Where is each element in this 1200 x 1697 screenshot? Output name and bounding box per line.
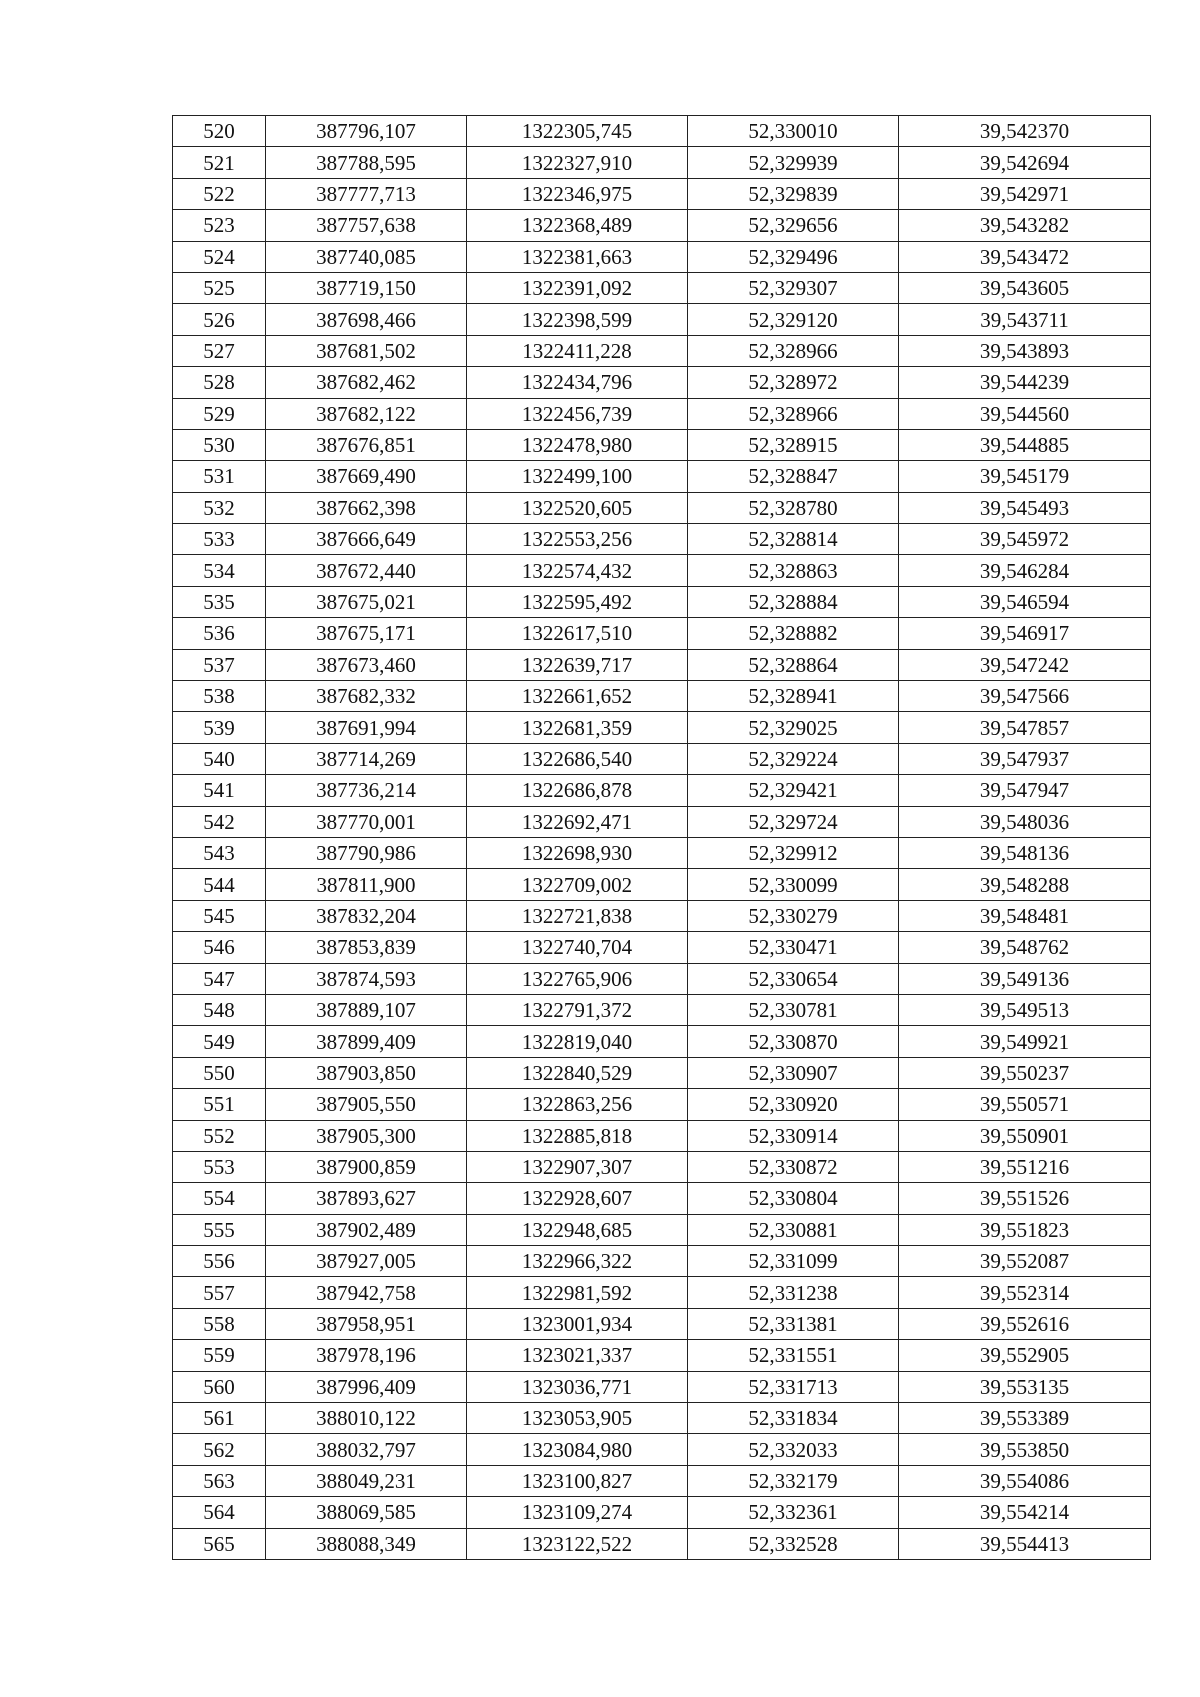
longitude-cell: 39,548481: [899, 900, 1151, 931]
y-coordinate-cell: 1323021,337: [467, 1340, 688, 1371]
latitude-cell: 52,328882: [688, 618, 899, 649]
y-coordinate-cell: 1322840,529: [467, 1057, 688, 1088]
longitude-cell: 39,553135: [899, 1371, 1151, 1402]
point-number-cell: 556: [173, 1246, 266, 1277]
x-coordinate-cell: 387996,409: [266, 1371, 467, 1402]
x-coordinate-cell: 387811,900: [266, 869, 467, 900]
latitude-cell: 52,329025: [688, 712, 899, 743]
x-coordinate-cell: 387777,713: [266, 178, 467, 209]
longitude-cell: 39,542971: [899, 178, 1151, 209]
point-number-cell: 521: [173, 147, 266, 178]
y-coordinate-cell: 1323109,274: [467, 1497, 688, 1528]
x-coordinate-cell: 388010,122: [266, 1403, 467, 1434]
y-coordinate-cell: 1322661,652: [467, 681, 688, 712]
longitude-cell: 39,552087: [899, 1246, 1151, 1277]
x-coordinate-cell: 387719,150: [266, 272, 467, 303]
x-coordinate-cell: 387757,638: [266, 210, 467, 241]
x-coordinate-cell: 387662,398: [266, 492, 467, 523]
longitude-cell: 39,548036: [899, 806, 1151, 837]
latitude-cell: 52,328863: [688, 555, 899, 586]
y-coordinate-cell: 1322639,717: [467, 649, 688, 680]
point-number-cell: 546: [173, 932, 266, 963]
y-coordinate-cell: 1322791,372: [467, 994, 688, 1025]
table-row: [173, 1434, 1151, 1465]
longitude-cell: 39,554214: [899, 1497, 1151, 1528]
x-coordinate-cell: 387889,107: [266, 994, 467, 1025]
longitude-cell: 39,544560: [899, 398, 1151, 429]
longitude-cell: 39,547937: [899, 743, 1151, 774]
table-row: [173, 210, 1151, 241]
longitude-cell: 39,543711: [899, 304, 1151, 335]
table-row: [173, 1246, 1151, 1277]
y-coordinate-cell: 1322595,492: [467, 586, 688, 617]
point-number-cell: 520: [173, 116, 266, 147]
table-row: [173, 1528, 1151, 1559]
y-coordinate-cell: 1323053,905: [467, 1403, 688, 1434]
table-row: [173, 116, 1151, 147]
longitude-cell: 39,554086: [899, 1465, 1151, 1496]
table-row: [173, 429, 1151, 460]
table-row: [173, 1277, 1151, 1308]
x-coordinate-cell: 387682,332: [266, 681, 467, 712]
point-number-cell: 563: [173, 1465, 266, 1496]
latitude-cell: 52,328972: [688, 367, 899, 398]
table-row: [173, 586, 1151, 617]
y-coordinate-cell: 1322434,796: [467, 367, 688, 398]
x-coordinate-cell: 387927,005: [266, 1246, 467, 1277]
table-row: [173, 178, 1151, 209]
latitude-cell: 52,328814: [688, 524, 899, 555]
table-row: [173, 963, 1151, 994]
latitude-cell: 52,329120: [688, 304, 899, 335]
y-coordinate-cell: 1322686,878: [467, 775, 688, 806]
latitude-cell: 52,328915: [688, 429, 899, 460]
y-coordinate-cell: 1322692,471: [467, 806, 688, 837]
table-row: [173, 712, 1151, 743]
y-coordinate-cell: 1323036,771: [467, 1371, 688, 1402]
table-row: [173, 524, 1151, 555]
table-row: [173, 1403, 1151, 1434]
x-coordinate-cell: 387675,021: [266, 586, 467, 617]
x-coordinate-cell: 388069,585: [266, 1497, 467, 1528]
coordinates-table: [172, 115, 1151, 1560]
point-number-cell: 536: [173, 618, 266, 649]
longitude-cell: 39,552905: [899, 1340, 1151, 1371]
longitude-cell: 39,553850: [899, 1434, 1151, 1465]
y-coordinate-cell: 1322574,432: [467, 555, 688, 586]
longitude-cell: 39,542370: [899, 116, 1151, 147]
table-row: [173, 1308, 1151, 1339]
latitude-cell: 52,331713: [688, 1371, 899, 1402]
x-coordinate-cell: 387672,440: [266, 555, 467, 586]
point-number-cell: 547: [173, 963, 266, 994]
latitude-cell: 52,331381: [688, 1308, 899, 1339]
point-number-cell: 549: [173, 1026, 266, 1057]
point-number-cell: 548: [173, 994, 266, 1025]
longitude-cell: 39,551216: [899, 1151, 1151, 1182]
y-coordinate-cell: 1322928,607: [467, 1183, 688, 1214]
latitude-cell: 52,330654: [688, 963, 899, 994]
point-number-cell: 535: [173, 586, 266, 617]
y-coordinate-cell: 1322765,906: [467, 963, 688, 994]
longitude-cell: 39,543605: [899, 272, 1151, 303]
latitude-cell: 52,330099: [688, 869, 899, 900]
x-coordinate-cell: 387902,489: [266, 1214, 467, 1245]
point-number-cell: 539: [173, 712, 266, 743]
table-row: [173, 555, 1151, 586]
latitude-cell: 52,332361: [688, 1497, 899, 1528]
table-row: [173, 1340, 1151, 1371]
y-coordinate-cell: 1322721,838: [467, 900, 688, 931]
y-coordinate-cell: 1322456,739: [467, 398, 688, 429]
latitude-cell: 52,328941: [688, 681, 899, 712]
point-number-cell: 529: [173, 398, 266, 429]
latitude-cell: 52,329224: [688, 743, 899, 774]
point-number-cell: 553: [173, 1151, 266, 1182]
y-coordinate-cell: 1322368,489: [467, 210, 688, 241]
x-coordinate-cell: 387698,466: [266, 304, 467, 335]
longitude-cell: 39,546917: [899, 618, 1151, 649]
point-number-cell: 540: [173, 743, 266, 774]
y-coordinate-cell: 1322885,818: [467, 1120, 688, 1151]
x-coordinate-cell: 387788,595: [266, 147, 467, 178]
table-row: [173, 1465, 1151, 1496]
longitude-cell: 39,543893: [899, 335, 1151, 366]
y-coordinate-cell: 1322709,002: [467, 869, 688, 900]
longitude-cell: 39,546594: [899, 586, 1151, 617]
latitude-cell: 52,329839: [688, 178, 899, 209]
point-number-cell: 544: [173, 869, 266, 900]
point-number-cell: 555: [173, 1214, 266, 1245]
table-row: [173, 869, 1151, 900]
y-coordinate-cell: 1322740,704: [467, 932, 688, 963]
point-number-cell: 526: [173, 304, 266, 335]
x-coordinate-cell: 388032,797: [266, 1434, 467, 1465]
latitude-cell: 52,332179: [688, 1465, 899, 1496]
latitude-cell: 52,329656: [688, 210, 899, 241]
latitude-cell: 52,330872: [688, 1151, 899, 1182]
x-coordinate-cell: 387853,839: [266, 932, 467, 963]
table-row: [173, 1371, 1151, 1402]
point-number-cell: 534: [173, 555, 266, 586]
point-number-cell: 550: [173, 1057, 266, 1088]
latitude-cell: 52,331238: [688, 1277, 899, 1308]
latitude-cell: 52,330010: [688, 116, 899, 147]
table-row: [173, 147, 1151, 178]
table-row: [173, 1089, 1151, 1120]
x-coordinate-cell: 387682,122: [266, 398, 467, 429]
latitude-cell: 52,328864: [688, 649, 899, 680]
table-row: [173, 743, 1151, 774]
y-coordinate-cell: 1323001,934: [467, 1308, 688, 1339]
longitude-cell: 39,545179: [899, 461, 1151, 492]
table-row: [173, 681, 1151, 712]
longitude-cell: 39,543472: [899, 241, 1151, 272]
table-row: [173, 994, 1151, 1025]
table-row: [173, 398, 1151, 429]
table-row: [173, 775, 1151, 806]
y-coordinate-cell: 1322686,540: [467, 743, 688, 774]
latitude-cell: 52,332033: [688, 1434, 899, 1465]
y-coordinate-cell: 1322907,307: [467, 1151, 688, 1182]
point-number-cell: 522: [173, 178, 266, 209]
y-coordinate-cell: 1322411,228: [467, 335, 688, 366]
latitude-cell: 52,330914: [688, 1120, 899, 1151]
point-number-cell: 545: [173, 900, 266, 931]
y-coordinate-cell: 1322381,663: [467, 241, 688, 272]
point-number-cell: 524: [173, 241, 266, 272]
point-number-cell: 557: [173, 1277, 266, 1308]
latitude-cell: 52,332528: [688, 1528, 899, 1559]
point-number-cell: 530: [173, 429, 266, 460]
x-coordinate-cell: 387740,085: [266, 241, 467, 272]
y-coordinate-cell: 1323100,827: [467, 1465, 688, 1496]
table-row: [173, 1497, 1151, 1528]
x-coordinate-cell: 387676,851: [266, 429, 467, 460]
longitude-cell: 39,552616: [899, 1308, 1151, 1339]
y-coordinate-cell: 1322681,359: [467, 712, 688, 743]
longitude-cell: 39,547242: [899, 649, 1151, 680]
table-row: [173, 492, 1151, 523]
point-number-cell: 528: [173, 367, 266, 398]
longitude-cell: 39,550237: [899, 1057, 1151, 1088]
x-coordinate-cell: 387893,627: [266, 1183, 467, 1214]
latitude-cell: 52,330471: [688, 932, 899, 963]
longitude-cell: 39,545493: [899, 492, 1151, 523]
latitude-cell: 52,328780: [688, 492, 899, 523]
table-row: [173, 1183, 1151, 1214]
latitude-cell: 52,330907: [688, 1057, 899, 1088]
x-coordinate-cell: 387770,001: [266, 806, 467, 837]
latitude-cell: 52,329912: [688, 837, 899, 868]
point-number-cell: 561: [173, 1403, 266, 1434]
latitude-cell: 52,329421: [688, 775, 899, 806]
latitude-cell: 52,329724: [688, 806, 899, 837]
y-coordinate-cell: 1322398,599: [467, 304, 688, 335]
longitude-cell: 39,550901: [899, 1120, 1151, 1151]
x-coordinate-cell: 387666,649: [266, 524, 467, 555]
x-coordinate-cell: 387903,850: [266, 1057, 467, 1088]
x-coordinate-cell: 388088,349: [266, 1528, 467, 1559]
table-row: [173, 1214, 1151, 1245]
longitude-cell: 39,551526: [899, 1183, 1151, 1214]
point-number-cell: 559: [173, 1340, 266, 1371]
table-row: [173, 272, 1151, 303]
point-number-cell: 543: [173, 837, 266, 868]
table-row: [173, 1151, 1151, 1182]
longitude-cell: 39,548136: [899, 837, 1151, 868]
point-number-cell: 541: [173, 775, 266, 806]
y-coordinate-cell: 1322346,975: [467, 178, 688, 209]
point-number-cell: 532: [173, 492, 266, 523]
longitude-cell: 39,543282: [899, 210, 1151, 241]
x-coordinate-cell: 387942,758: [266, 1277, 467, 1308]
latitude-cell: 52,329307: [688, 272, 899, 303]
y-coordinate-cell: 1322819,040: [467, 1026, 688, 1057]
x-coordinate-cell: 387900,859: [266, 1151, 467, 1182]
latitude-cell: 52,330920: [688, 1089, 899, 1120]
y-coordinate-cell: 1323122,522: [467, 1528, 688, 1559]
x-coordinate-cell: 387681,502: [266, 335, 467, 366]
y-coordinate-cell: 1322478,980: [467, 429, 688, 460]
longitude-cell: 39,546284: [899, 555, 1151, 586]
x-coordinate-cell: 387905,550: [266, 1089, 467, 1120]
table-row: [173, 1120, 1151, 1151]
y-coordinate-cell: 1322553,256: [467, 524, 688, 555]
table-row: [173, 806, 1151, 837]
point-number-cell: 525: [173, 272, 266, 303]
table-row: [173, 304, 1151, 335]
longitude-cell: 39,548762: [899, 932, 1151, 963]
point-number-cell: 562: [173, 1434, 266, 1465]
y-coordinate-cell: 1322499,100: [467, 461, 688, 492]
y-coordinate-cell: 1322520,605: [467, 492, 688, 523]
longitude-cell: 39,549921: [899, 1026, 1151, 1057]
y-coordinate-cell: 1322863,256: [467, 1089, 688, 1120]
point-number-cell: 542: [173, 806, 266, 837]
x-coordinate-cell: 387874,593: [266, 963, 467, 994]
point-number-cell: 560: [173, 1371, 266, 1402]
longitude-cell: 39,549136: [899, 963, 1151, 994]
y-coordinate-cell: 1322391,092: [467, 272, 688, 303]
y-coordinate-cell: 1322305,745: [467, 116, 688, 147]
x-coordinate-cell: 387790,986: [266, 837, 467, 868]
point-number-cell: 558: [173, 1308, 266, 1339]
longitude-cell: 39,549513: [899, 994, 1151, 1025]
table-row: [173, 241, 1151, 272]
table-row: [173, 461, 1151, 492]
x-coordinate-cell: 387691,994: [266, 712, 467, 743]
longitude-cell: 39,545972: [899, 524, 1151, 555]
longitude-cell: 39,553389: [899, 1403, 1151, 1434]
longitude-cell: 39,547947: [899, 775, 1151, 806]
table-row: [173, 367, 1151, 398]
x-coordinate-cell: 387832,204: [266, 900, 467, 931]
point-number-cell: 527: [173, 335, 266, 366]
latitude-cell: 52,330781: [688, 994, 899, 1025]
point-number-cell: 538: [173, 681, 266, 712]
y-coordinate-cell: 1323084,980: [467, 1434, 688, 1465]
longitude-cell: 39,544885: [899, 429, 1151, 460]
x-coordinate-cell: 387905,300: [266, 1120, 467, 1151]
latitude-cell: 52,331834: [688, 1403, 899, 1434]
table-row: [173, 1026, 1151, 1057]
x-coordinate-cell: 387978,196: [266, 1340, 467, 1371]
point-number-cell: 531: [173, 461, 266, 492]
point-number-cell: 564: [173, 1497, 266, 1528]
latitude-cell: 52,328884: [688, 586, 899, 617]
coordinates-table-body: [173, 116, 1151, 1560]
x-coordinate-cell: 388049,231: [266, 1465, 467, 1496]
point-number-cell: 565: [173, 1528, 266, 1559]
latitude-cell: 52,329939: [688, 147, 899, 178]
table-row: [173, 837, 1151, 868]
latitude-cell: 52,328847: [688, 461, 899, 492]
point-number-cell: 551: [173, 1089, 266, 1120]
x-coordinate-cell: 387714,269: [266, 743, 467, 774]
point-number-cell: 523: [173, 210, 266, 241]
latitude-cell: 52,330870: [688, 1026, 899, 1057]
table-row: [173, 1057, 1151, 1088]
y-coordinate-cell: 1322966,322: [467, 1246, 688, 1277]
table-row: [173, 649, 1151, 680]
x-coordinate-cell: 387669,490: [266, 461, 467, 492]
table-row: [173, 335, 1151, 366]
latitude-cell: 52,328966: [688, 398, 899, 429]
table-row: [173, 900, 1151, 931]
longitude-cell: 39,547566: [899, 681, 1151, 712]
point-number-cell: 552: [173, 1120, 266, 1151]
longitude-cell: 39,547857: [899, 712, 1151, 743]
latitude-cell: 52,331551: [688, 1340, 899, 1371]
x-coordinate-cell: 387682,462: [266, 367, 467, 398]
y-coordinate-cell: 1322327,910: [467, 147, 688, 178]
longitude-cell: 39,554413: [899, 1528, 1151, 1559]
x-coordinate-cell: 387958,951: [266, 1308, 467, 1339]
x-coordinate-cell: 387796,107: [266, 116, 467, 147]
longitude-cell: 39,551823: [899, 1214, 1151, 1245]
y-coordinate-cell: 1322948,685: [467, 1214, 688, 1245]
x-coordinate-cell: 387675,171: [266, 618, 467, 649]
table-row: [173, 932, 1151, 963]
longitude-cell: 39,548288: [899, 869, 1151, 900]
latitude-cell: 52,330804: [688, 1183, 899, 1214]
point-number-cell: 554: [173, 1183, 266, 1214]
x-coordinate-cell: 387673,460: [266, 649, 467, 680]
longitude-cell: 39,552314: [899, 1277, 1151, 1308]
table-row: [173, 618, 1151, 649]
longitude-cell: 39,542694: [899, 147, 1151, 178]
y-coordinate-cell: 1322617,510: [467, 618, 688, 649]
latitude-cell: 52,331099: [688, 1246, 899, 1277]
longitude-cell: 39,550571: [899, 1089, 1151, 1120]
longitude-cell: 39,544239: [899, 367, 1151, 398]
point-number-cell: 533: [173, 524, 266, 555]
x-coordinate-cell: 387899,409: [266, 1026, 467, 1057]
latitude-cell: 52,330279: [688, 900, 899, 931]
y-coordinate-cell: 1322698,930: [467, 837, 688, 868]
point-number-cell: 537: [173, 649, 266, 680]
latitude-cell: 52,330881: [688, 1214, 899, 1245]
latitude-cell: 52,328966: [688, 335, 899, 366]
y-coordinate-cell: 1322981,592: [467, 1277, 688, 1308]
x-coordinate-cell: 387736,214: [266, 775, 467, 806]
latitude-cell: 52,329496: [688, 241, 899, 272]
